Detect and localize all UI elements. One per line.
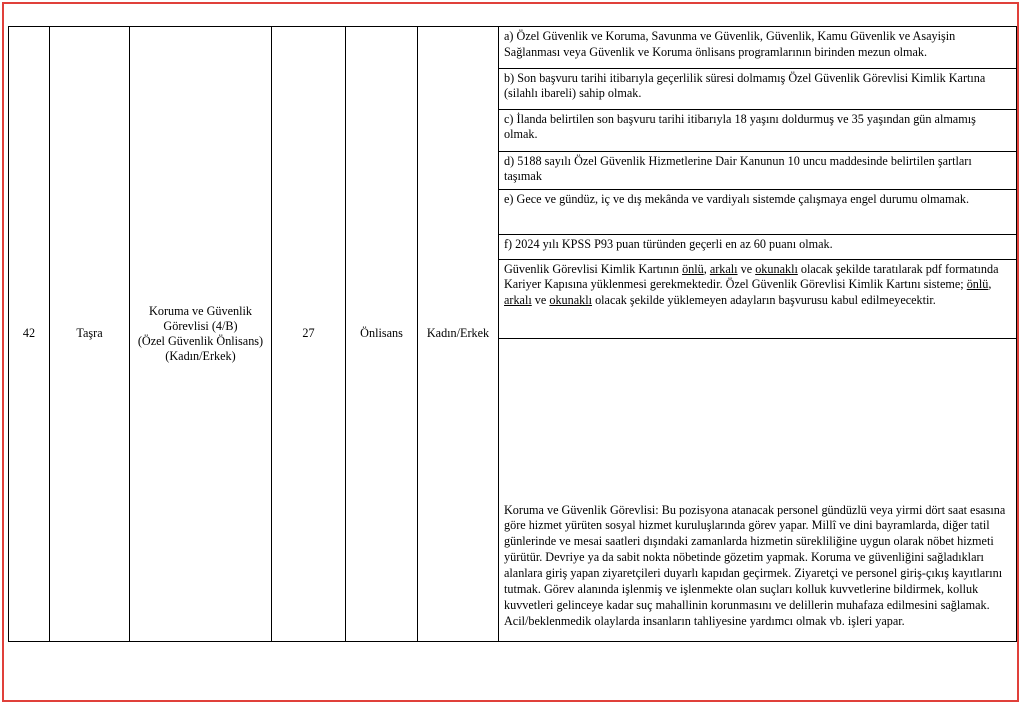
position-title-line: Koruma ve Güvenlik: [149, 303, 252, 318]
education-cell: [346, 27, 418, 642]
requirement-item: d) 5188 sayılı Özel Güvenlik Hizmetlerine Dair Kanunun 10 uncu maddesinde belirtilen şartları taşımak: [499, 151, 1016, 189]
requirement-item: b) Son başvuru tarihi itibarıyla geçerlilik süresi dolmamış Özel Güvenlik Görevlisi Kimlik Kartına (silahlı ibareli) sahip olmak.: [499, 68, 1016, 109]
requirement-item: a) Özel Güvenlik ve Koruma, Savunma ve Güvenlik, Güvenlik, Kamu Güvenlik ve Asayişin Sağlanması veya Güvenlik ve Koruma önlisans programlarının birinden mezun olmak.: [499, 27, 1016, 68]
requirement-item: f) 2024 yılı KPSS P93 puan türünden geçerli en az 60 puanı olmak.: [499, 234, 1016, 259]
requirements-cell: [499, 27, 1017, 642]
location: Taşra: [76, 326, 103, 341]
position-title-line: (Kadın/Erkek): [165, 349, 236, 364]
requirement-item: e) Gece ve gündüz, iç ve dış mekânda ve vardiyalı sistemde çalışmaya engel durumu olmamak.: [499, 189, 1016, 234]
quota-cell: [272, 27, 346, 642]
position-title-line: (Özel Güvenlik Önlisans): [137, 334, 264, 348]
gender-cell: [418, 27, 499, 642]
requirements-list: [499, 27, 1016, 641]
quota: 27: [302, 326, 315, 341]
position-cell: [130, 27, 272, 642]
location-cell: [50, 27, 130, 642]
id-card-note: Güvenlik Görevlisi Kimlik Kartının önlü, arkalı ve okunaklı olacak şekilde taratılarak pdf formatında Kariyer Kapısına yüklenmesi gerekmektedir. Özel Güvenlik Görevlisi Kimlik Kartını sisteme; önlü, arkalı ve okunaklı olacak şekilde yüklemeyen adayların başvurusu kabul edilmeyecektir.: [499, 259, 1016, 338]
row-number: 42: [22, 326, 36, 341]
row-number-cell: [9, 27, 50, 642]
gender: Kadın/Erkek: [426, 326, 490, 341]
requirement-item: c) İlanda belirtilen son başvuru tarihi itibarıyla 18 yaşını doldurmuş ve 35 yaşından gün almamış olmak.: [499, 109, 1016, 151]
education-level: Önlisans: [360, 326, 403, 341]
job-listing-table: [8, 26, 1017, 642]
table-row: [9, 27, 1017, 642]
job-description: Koruma ve Güvenlik Görevlisi: Bu pozisyona atanacak personel gündüzlü veya yirmi dört saat esasına göre hizmet yürüten sosyal hizmet kuruluşlarında görev yapar. Millî ve dini bayramlarda, diğer tatil günlerinde ve mesai saatleri dışındaki zamanlarda hizmetin sürekliliğine uygun olarak nöbet hizmeti yürütür. Devriye ya da sabit nokta nöbetinde gözetim yapmak. Koruma ve güvenliğini sağladıkları alanlara giriş yapan ziyaretçileri duyarlı kapıdan geçirmek. Ziyaretçi ve personel giriş-çıkış kayıtlarını tutmak. Görev alanında işlenmiş ve işlenmekte olan suçları kolluk kuvvetlerine bildirmek, kolluk kuvvetleri gelinceye kadar suç mahallinin korunmasını ve delillerin muhafaza edilmesini sağlamak. Acil/beklenmedik olaylarda insanların tahliyesine yardımcı olmak vb. işleri yapar.: [504, 502, 1006, 628]
position-title-line: Görevlisi (4/B): [163, 318, 238, 333]
